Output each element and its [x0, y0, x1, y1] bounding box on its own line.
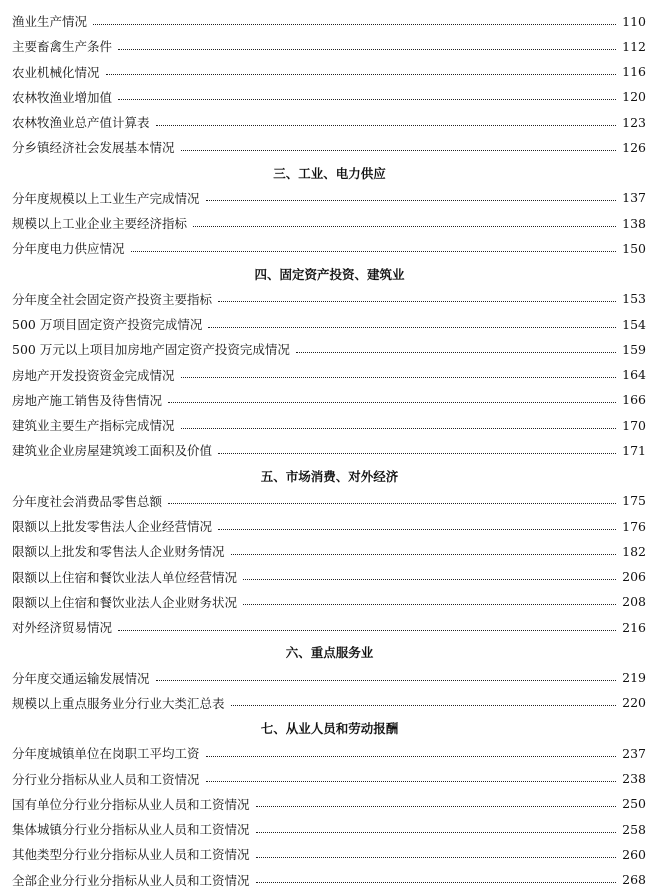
- toc-entry[interactable]: [12, 111, 646, 133]
- dot-leader: [156, 680, 617, 681]
- entry-title: 分年度规模以上工业生产完成情况: [12, 190, 200, 206]
- entry-title: 分行业分指标从业人员和工资情况: [12, 771, 200, 787]
- page-number: 206: [622, 569, 646, 584]
- entry-title: 分年度交通运输发展情况: [12, 670, 150, 686]
- dot-leader: [243, 579, 616, 580]
- toc-entry[interactable]: [12, 540, 646, 562]
- entry-title: 全部企业分行业分指标从业人员和工资情况: [12, 872, 250, 888]
- toc-entry[interactable]: [12, 742, 646, 764]
- toc-entry[interactable]: [12, 61, 646, 83]
- entry-title: 农业机械化情况: [12, 64, 100, 80]
- toc-entry[interactable]: [12, 667, 646, 689]
- dot-leader: [181, 377, 617, 378]
- page-number: 112: [622, 38, 646, 54]
- page-number: 237: [622, 745, 646, 761]
- entry-title: 分乡镇经济社会发展基本情况: [12, 140, 175, 156]
- page-number: 208: [622, 594, 646, 610]
- toc-entry[interactable]: [12, 768, 646, 790]
- toc-entry[interactable]: [12, 237, 646, 259]
- section-heading: 五、市场消费、对外经济: [260, 468, 399, 484]
- toc-entry[interactable]: [12, 818, 646, 840]
- page-number: 176: [622, 518, 646, 534]
- dot-leader: [243, 604, 616, 605]
- page-number: 138: [622, 215, 646, 231]
- toc-entry[interactable]: [12, 338, 646, 360]
- entry-title: 分年度社会消费品零售总额: [12, 493, 163, 509]
- toc-entry[interactable]: [12, 187, 646, 209]
- entry-title: 建筑业主要生产指标完成情况: [12, 418, 175, 433]
- toc-entry[interactable]: [12, 313, 646, 335]
- page-number: 154: [622, 316, 646, 332]
- dot-leader: [168, 402, 616, 403]
- entry-title: 规模以上重点服务业分行业大类汇总表: [12, 695, 225, 711]
- section-heading: 七、从业人员和劳动报酬: [260, 721, 399, 736]
- entry-title: 国有单位分行业分指标从业人员和工资情况: [12, 796, 250, 812]
- dot-leader: [118, 49, 616, 50]
- dot-leader: [256, 882, 617, 883]
- entry-title: 限额以上批发零售法人企业经营情况: [12, 519, 213, 534]
- dot-leader: [206, 781, 617, 782]
- page-number: 170: [622, 417, 646, 433]
- dot-leader: [193, 226, 616, 227]
- toc-entry[interactable]: [12, 793, 646, 815]
- page-number: 238: [622, 771, 646, 786]
- page-number: 182: [622, 543, 646, 559]
- page-number: 159: [622, 341, 646, 357]
- toc-entry[interactable]: [12, 86, 646, 108]
- toc-entry[interactable]: [12, 616, 646, 638]
- toc-entry[interactable]: [12, 692, 646, 714]
- entry-title: 分年度电力供应情况: [12, 241, 125, 257]
- dot-leader: [118, 99, 616, 100]
- section-heading: 六、重点服务业: [285, 645, 374, 661]
- dot-leader: [206, 200, 617, 201]
- page-number: 116: [622, 64, 646, 79]
- dot-leader: [168, 503, 616, 504]
- dot-leader: [206, 756, 617, 757]
- entry-title: 对外经济贸易情况: [12, 620, 113, 635]
- entry-title: 限额以上住宿和餐饮业法人企业财务状况: [12, 594, 238, 610]
- entry-title: 房地产施工销售及待售情况: [12, 392, 163, 408]
- page-number: 123: [622, 114, 646, 130]
- entry-title: 房地产开发投资资金完成情况: [12, 367, 175, 383]
- toc-entry[interactable]: [12, 389, 646, 411]
- entry-title: 农林牧渔业总产值计算表: [12, 115, 150, 130]
- entry-title: 集体城镇分行业分指标从业人员和工资情况: [12, 822, 250, 837]
- toc-entry[interactable]: [12, 843, 646, 865]
- page-number: 175: [622, 493, 646, 509]
- toc-entry[interactable]: [12, 364, 646, 386]
- entry-title: 规模以上工业企业主要经济指标: [12, 216, 188, 231]
- dot-leader: [118, 630, 616, 631]
- dot-leader: [156, 125, 617, 126]
- page-number: 219: [622, 670, 646, 685]
- dot-leader: [256, 857, 617, 858]
- page-number: 220: [622, 695, 646, 711]
- entry-title: 其他类型分行业分指标从业人员和工资情况: [12, 847, 250, 863]
- toc-entry[interactable]: [12, 869, 646, 891]
- page-number: 153: [622, 291, 646, 307]
- page-number: 166: [622, 392, 646, 408]
- entry-title: 分年度全社会固定资产投资主要指标: [12, 291, 213, 307]
- toc-entry[interactable]: [12, 136, 646, 158]
- page-number: 164: [622, 367, 646, 382]
- page-number: 126: [622, 139, 646, 155]
- entry-title: 渔业生产情况: [12, 14, 88, 29]
- page-number: 150: [622, 240, 646, 256]
- section-heading: 三、工业、电力供应: [273, 165, 386, 181]
- entry-title: 建筑业企业房屋建筑竣工面积及价值: [12, 443, 213, 459]
- section-heading: 四、固定资产投资、建筑业: [254, 266, 405, 282]
- dot-leader: [106, 74, 617, 75]
- page-number: 216: [622, 619, 646, 635]
- dot-leader: [93, 24, 616, 25]
- toc-entry[interactable]: [12, 35, 646, 57]
- dot-leader: [231, 705, 617, 706]
- entry-title: 分年度城镇单位在岗职工平均工资: [12, 746, 200, 762]
- toc-entry[interactable]: [12, 439, 646, 461]
- page-number: 258: [622, 821, 646, 837]
- entry-title: 主要畜禽生产条件: [12, 39, 113, 55]
- toc-entry[interactable]: [12, 212, 646, 234]
- dot-leader: [131, 251, 617, 252]
- dot-leader: [181, 150, 617, 151]
- dot-leader: [218, 529, 616, 530]
- page-number: 268: [622, 872, 646, 887]
- page-number: 110: [622, 13, 646, 29]
- dot-leader: [256, 806, 617, 807]
- dot-leader: [296, 352, 616, 353]
- dot-leader: [181, 428, 617, 429]
- entry-title: 500 万元以上项目加房地产固定资产投资完成情况: [12, 342, 290, 358]
- dot-leader: [218, 453, 616, 454]
- page-number: 137: [622, 190, 646, 206]
- dot-leader: [256, 832, 617, 833]
- toc-entry[interactable]: [12, 288, 646, 310]
- dot-leader: [231, 554, 617, 555]
- dot-leader: [208, 327, 616, 328]
- toc-entry[interactable]: [12, 414, 646, 436]
- toc-entry[interactable]: [12, 490, 646, 512]
- page-number: 171: [622, 442, 646, 458]
- entry-title: 农林牧渔业增加值: [12, 89, 113, 105]
- toc-entry[interactable]: [12, 10, 646, 32]
- page-number: 260: [622, 846, 646, 862]
- entry-title: 限额以上住宿和餐饮业法人单位经营情况: [12, 569, 238, 585]
- entry-title: 限额以上批发和零售法人企业财务情况: [12, 544, 225, 560]
- page-number: 250: [622, 796, 646, 812]
- toc-entry[interactable]: [12, 515, 646, 537]
- dot-leader: [218, 301, 616, 302]
- toc-entry[interactable]: [12, 566, 646, 588]
- entry-title: 500 万项目固定资产投资完成情况: [12, 317, 203, 332]
- page-number: 120: [622, 89, 646, 105]
- toc-entry[interactable]: [12, 591, 646, 613]
